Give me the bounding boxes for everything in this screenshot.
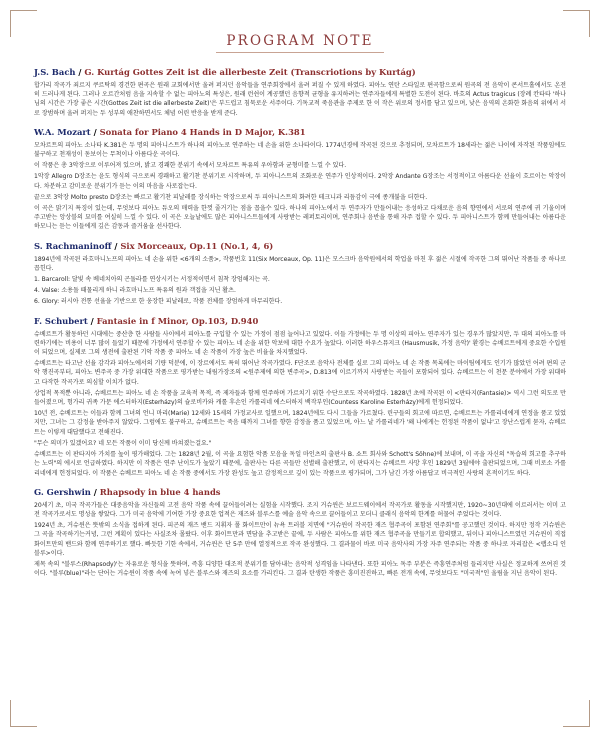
work-section	[34, 127, 566, 232]
work-paragraph: 합가리 작곡가 죄르지 쿠르탁의 경건한 편곡은 원래 교회에서만 울려 퍼지던 음악들을 연주회장에서 울려 퍼질 수 있게 하였다. 피아노 연탄 스타일로 편곡함으로써 원곡의 전 음악이 콘서트홀에서도 온전히 드러나게 된다. 그러나 오르간처럼 음을 지속할 수 없는 피아노의 특성은, 원래 런쉰이 계공했던 음향적 균형을 유지하려는 연주자들에게 특별한 도전이 된다. 바흐의 Actus tragicus (장례 칸타타 '하나님의 시간은 가장 좋은 시간(Gottes Zeit ist die allerbeste Zeit)'은 부드럽고 침묵로운 서주이다. 기독교적 죽음관을 주제로 한 이 작은 위로의 정서를 담고 있으며, 낮은 음역의 온화한 화음의 위에서 서로 장범하며 울려 퍼지는 두 성부의 애찬하면서도 체념 어린 반응을 받게 준다.	[34, 82, 566, 117]
work-paragraph: 1924년 초, 거슈윈은 뜻밖의 소식을 접하게 된다. 피곤의 재즈 밴드 지휘자 폴 화이트만이 뉴욕 트러블 지면에 "거슈윈이 작곡한 재즈 협주곡이 포함된 연주회"를 공고했던 것이다. 하지만 정작 거슈윈은 그 곡을 작곡하기는커녕, 그런 계획이 있다는 사실조차 몰랐다. 이후 화이트만과 면담을 추고받은 끝에, 두 사람은 피아노를 위한 재즈 협주곡을 만들기로 합의했고, 뒤이나 피아니스트였던 거슈윈이 직접 화이트만의 밴드와 함께 연주하기로 했다. 빠듯한 기한 속에서, 거슈윈은 단 5주 만에 열정적으로 작곡 완성했다. 그 결과물이 바로 미국 음악사의 가장 자주 연주되는 작품 중 하나로 자리잡은 <랩소디 인 블루>이다.	[34, 522, 566, 557]
heading-separator: /	[111, 240, 121, 251]
composer-name: G. Gershwin	[34, 486, 91, 497]
composer-name: S. Rachmaninoff	[34, 240, 112, 251]
work-heading	[34, 67, 566, 78]
composer-name: J.S. Bach	[34, 67, 76, 77]
corner-ornament-top-left	[10, 10, 37, 37]
work-title: Fantasie in f Minor, Op.103, D.940	[96, 315, 259, 326]
works-list	[34, 67, 566, 578]
work-title: Six Morceaux, Op.11 (No.1, 4, 6)	[120, 240, 274, 251]
work-title: Rhapsody in blue 4 hands	[99, 486, 221, 497]
work-title: G. Kurtág Gottes Zeit ist die allerbeste Zeit (Transcriotions by Kurtág)	[84, 67, 416, 77]
page-title-wrapper	[34, 30, 566, 53]
work-heading	[34, 487, 566, 498]
work-paragraph: 제목 속의 "블루스(Rhapsody)'는 자유로운 형식을 뜻하며, 즉흥 디양한 대조적 분위기를 담아내는 음악적 성격임을 나타낸다. 또한 피아노 독주 부분은 즉흥연주처럼 들리지만 사실은 정교하게 쓰여진 것이다. "블루(blue)"라는 단어는 거슈윈이 작품 속에 녹여 넣은 블루스와 재즈의 요소를 가리킨다. 그 결과 탄생한 작품은 흥미진진하고, 빠른 전개 속에, 무엇보다도 "미국적"인 울림을 지닌 음악이 된다.	[34, 560, 566, 578]
page-title: PROGRAM NOTE	[216, 33, 383, 53]
work-paragraph: 1악장 Allegro D장조는 윤도 형식의 극으로써 경쾌하고 활기찬 분위기로 시작하며, 두 피아니스트의 조화로운 연주가 인상적이다. 2악장 Andante G장조는 서정적이고 아름다운 선율이 흐르이는 악장이다. 차분하고 감미로운 분위기가 듣는 이의 마음을 사로잡는다.	[34, 173, 566, 190]
composer-name: W.A. Mozart	[34, 126, 91, 137]
work-paragraph: 20세기 초, 미국 작곡가들은 대중음악을 자신들의 고전 음악 작품 속에 끌어들이려는 실험을 시작했다. 조지 거슈윈은 보르드웨이에서 작곡가로 활동을 시작했지만, 1920~30년대에 이르러서는 이미 고전 작곡가로서도 명성을 쌓았다. 그가 미국 음악에 기여한 가장 중요한 업적은 재즈와 블루스를 예술 음악 속으로 끌어들이고 모더니 클래식 음악의 한계를 허물어 주었다는 것이다.	[34, 501, 566, 518]
work-heading	[34, 316, 566, 327]
composer-name: F. Schubert	[34, 315, 88, 326]
work-paragraph: 끝으로 3악장 Molto presto D장조는 빠르고 활기찬 피날레를 장식하는 악장으로써 두 피아니스트의 화려한 테크니과 리듬감이 극에 종개불을 더한다.	[34, 193, 428, 201]
work-paragraph: 이 작품은 총 3악장으로 이루어져 있으며, 밝고 경쾌한 분위기 속에서 모차르트 특유의 우아함과 균형미를 느낄 수 있다.	[34, 162, 347, 170]
work-paragraph: 이 곡은 맑기지 특징이 있는데, 무엇보다 피아노 듀오의 매력을 한껏 줄거기는 점을 꼽을수 있다. 하나의 피아노에서 두 연주자가 만들어내는 응성하고 다채로운 음의 향연에서 서로의 연주에 귀 기울이며 주고받는 앙상블의 묘미를 여실히 느낄 수 있다. 이 곡은 오늘날에도 많은 피아니스트들에게 사랑받는 레퍼토리이며, 연주회나 음반을 통해 자주 접할 수 있다. 두 피아니스트가 함께 만들어내는 아름다운 하모니는 듣는 이들에게 깊은 감동과 즐거움을 선사한다.	[34, 205, 566, 231]
work-section	[34, 487, 566, 579]
work-section	[34, 316, 566, 478]
corner-ornament-bottom-right	[563, 700, 590, 727]
work-heading	[34, 241, 566, 252]
work-paragraph: 4. Valse: 소용돌 때물리게 하니 라흐마니노프 특유의 원과 객접을 지닌 활츠.	[34, 287, 236, 295]
work-paragraph: 모차르트의 피아노 소나타 K.381은 두 명의 피아니스트가 하나의 피아노로 연주하는 네 손을 위한 소나타이다. 1774년경에 작곡된 것으로 추정되며, 모차르트가 18세라는 젊은 나이에 자작된 작품임에도 불구하고 천재성이 돋보이는 무척이나 아름다운 곡이다.	[34, 141, 566, 159]
work-section	[34, 241, 566, 307]
work-paragraph: 슈베르트는 이 판타지아 가치를 높이 평가해었다. 그는 1828년 2월, 이 곡을 요험한 악품 모음을 독일 마인츠의 출판사 B. 쇼트 회사와 Schott's Söhne)에 보내며, 이 곡을 자신의 "독습의 희고를 추구하는 노력"의 에시로 언급하였다. 하지만 이 작품은 연주 난이도가 높았기 때문에, 출판사는 다른 곡들만 선별해 출판했고, 이 판타지는 슈베르트 사망 후인 1829년 3월에야 출판되었으며, 그때 비로소 카롤리네에게 헌정되었다. 이 작품은 슈베르트 피아노 네 손 작품 중에서도 가장 완성도 높고 감정적으로 깊이 있는 작품으로 평가되며, 그가 남긴 가장 아름답고 비극적인 사랑의 흔적이기도 하다.	[34, 451, 566, 477]
corner-ornament-bottom-left	[10, 700, 37, 727]
work-paragraph: 1. Barcaroll: 달빛 속 베네치아의 곤돌라를 연상시키는 서정적이면서 침착 장엄해지는 곡.	[34, 276, 270, 284]
work-paragraph: 1894년에 작곡된 라흐마니노프의 피아노 네 손을 위한 <6개의 소품>, 작품번호 11(Six Morceaux, Op. 11)은 모스크바 음악원에서의 학업을 마친 후 젊은 시절에 작곡한 그의 뛰어난 작품들 중 하나로 꼽힌다.	[34, 255, 566, 272]
work-paragraph: 상업적 목적뿐 아니라, 슈베르트는 피아노 네 손 작품을 교육적 목적, 즉 제자들과 함께 연주하며 가르치기 위한 수단으로도 작곡하였다. 1828년 초에 작곡된 이 <판타지(Fantasie)> 역시 그런 의도로 만들어졌으며, 헝가리 귀족 가문 에스터하지(Esterházy)의 슐로비카와 캐롤 후손인 카롤리네 에스터하지 백작부인(Countess Karoline Esterházy)에게 헌정되었다.	[34, 389, 566, 407]
heading-separator: /	[90, 126, 100, 137]
corner-ornament-top-right	[563, 10, 590, 37]
heading-separator: /	[90, 486, 100, 497]
work-paragraph: "무슨 의미가 있겠어요? 네 모든 작품이 이미 당신께 바쳐졌는걸요."	[34, 439, 212, 447]
heading-separator: /	[87, 315, 97, 326]
work-paragraph: 슈베르트가 활동하던 시대에는 중산층 한 사람들 사이에서 피아노를 구입할 수 있는 가정이 점점 늘어나고 있었다. 이들 가정에는 두 명 이상의 피아노 연주자가 있는 경우가 많았지만, 두 대의 피아노를 마련하기에는 비용이 너무 많이 들었기 때문에 가정에서 연주할 수 있는 피아노 네 손을 위한 악보에 대한 수요가 높았다. 이러한 하우스뮤지크 (Hausmusik, 가정 음악)' 환경는 슈베르트에게 중요한 수입원이 되었으며, 실제로 그의 생전에 출판된 기악 작품 중 피아노 네 손 작품이 가장 높은 비율을 차지했었다.	[34, 330, 566, 357]
work-section	[34, 67, 566, 118]
work-paragraph: 슈베르트는 타고난 선율 감각과 피아노에서의 기량 덕분에, 이 장르에서도 특히 뛰어난 작곡가였다. F단조로 음악사 전체를 실로 그의 피아노 네 손 작품 목록에는 마이팀에게도 인기가 많았던 어려 편의 군악 행진곡부터, 피아노 변주곡 중 가장 위대한 작품으로 평가받는 내림가장조의 <원주제에 의한 변주곡>, D.813에 이르기까지 사랑받는 곡들이 포함되어 있다. 슈베르트는 이 천문 분야에서 가장 위대하고 다작한 작곡가로 의심할 이치가 없다.	[34, 360, 566, 386]
work-title: Sonata for Piano 4 Hands in D Major, K.381	[99, 126, 306, 137]
work-paragraph: 6. Glory: 러시아 전통 선율을 기반으로 한 웅장한 피날레로, 작품 전체를 장엄하게 마무리한다.	[34, 298, 283, 306]
work-heading	[34, 127, 566, 138]
work-paragraph: 10년 전, 슈베르트는 이들과 함께 그녀의 언니 마리(Marie) 12세와 15세의 가정교사로 일했으며, 1824년에도 다시 그들을 가르쳤다. 린구들의 회고에 따르면, 슈베르트는 카롤리네에게 연정을 품고 있었지만, 그녀는 그 감정을 받아주지 않았다. 그럼에도 불구하고, 슈베르트는 죽음 때까지 그녀를 향한 감정을 품고 있었으며, 아느 날 카롤리네가 '왜 나에게는 헌정된 작품이 없냐'고 장난스럽게 묻자, 슈베르트는 이렇게 대답했다고 전해진다.	[34, 410, 566, 436]
heading-separator: /	[75, 67, 85, 77]
